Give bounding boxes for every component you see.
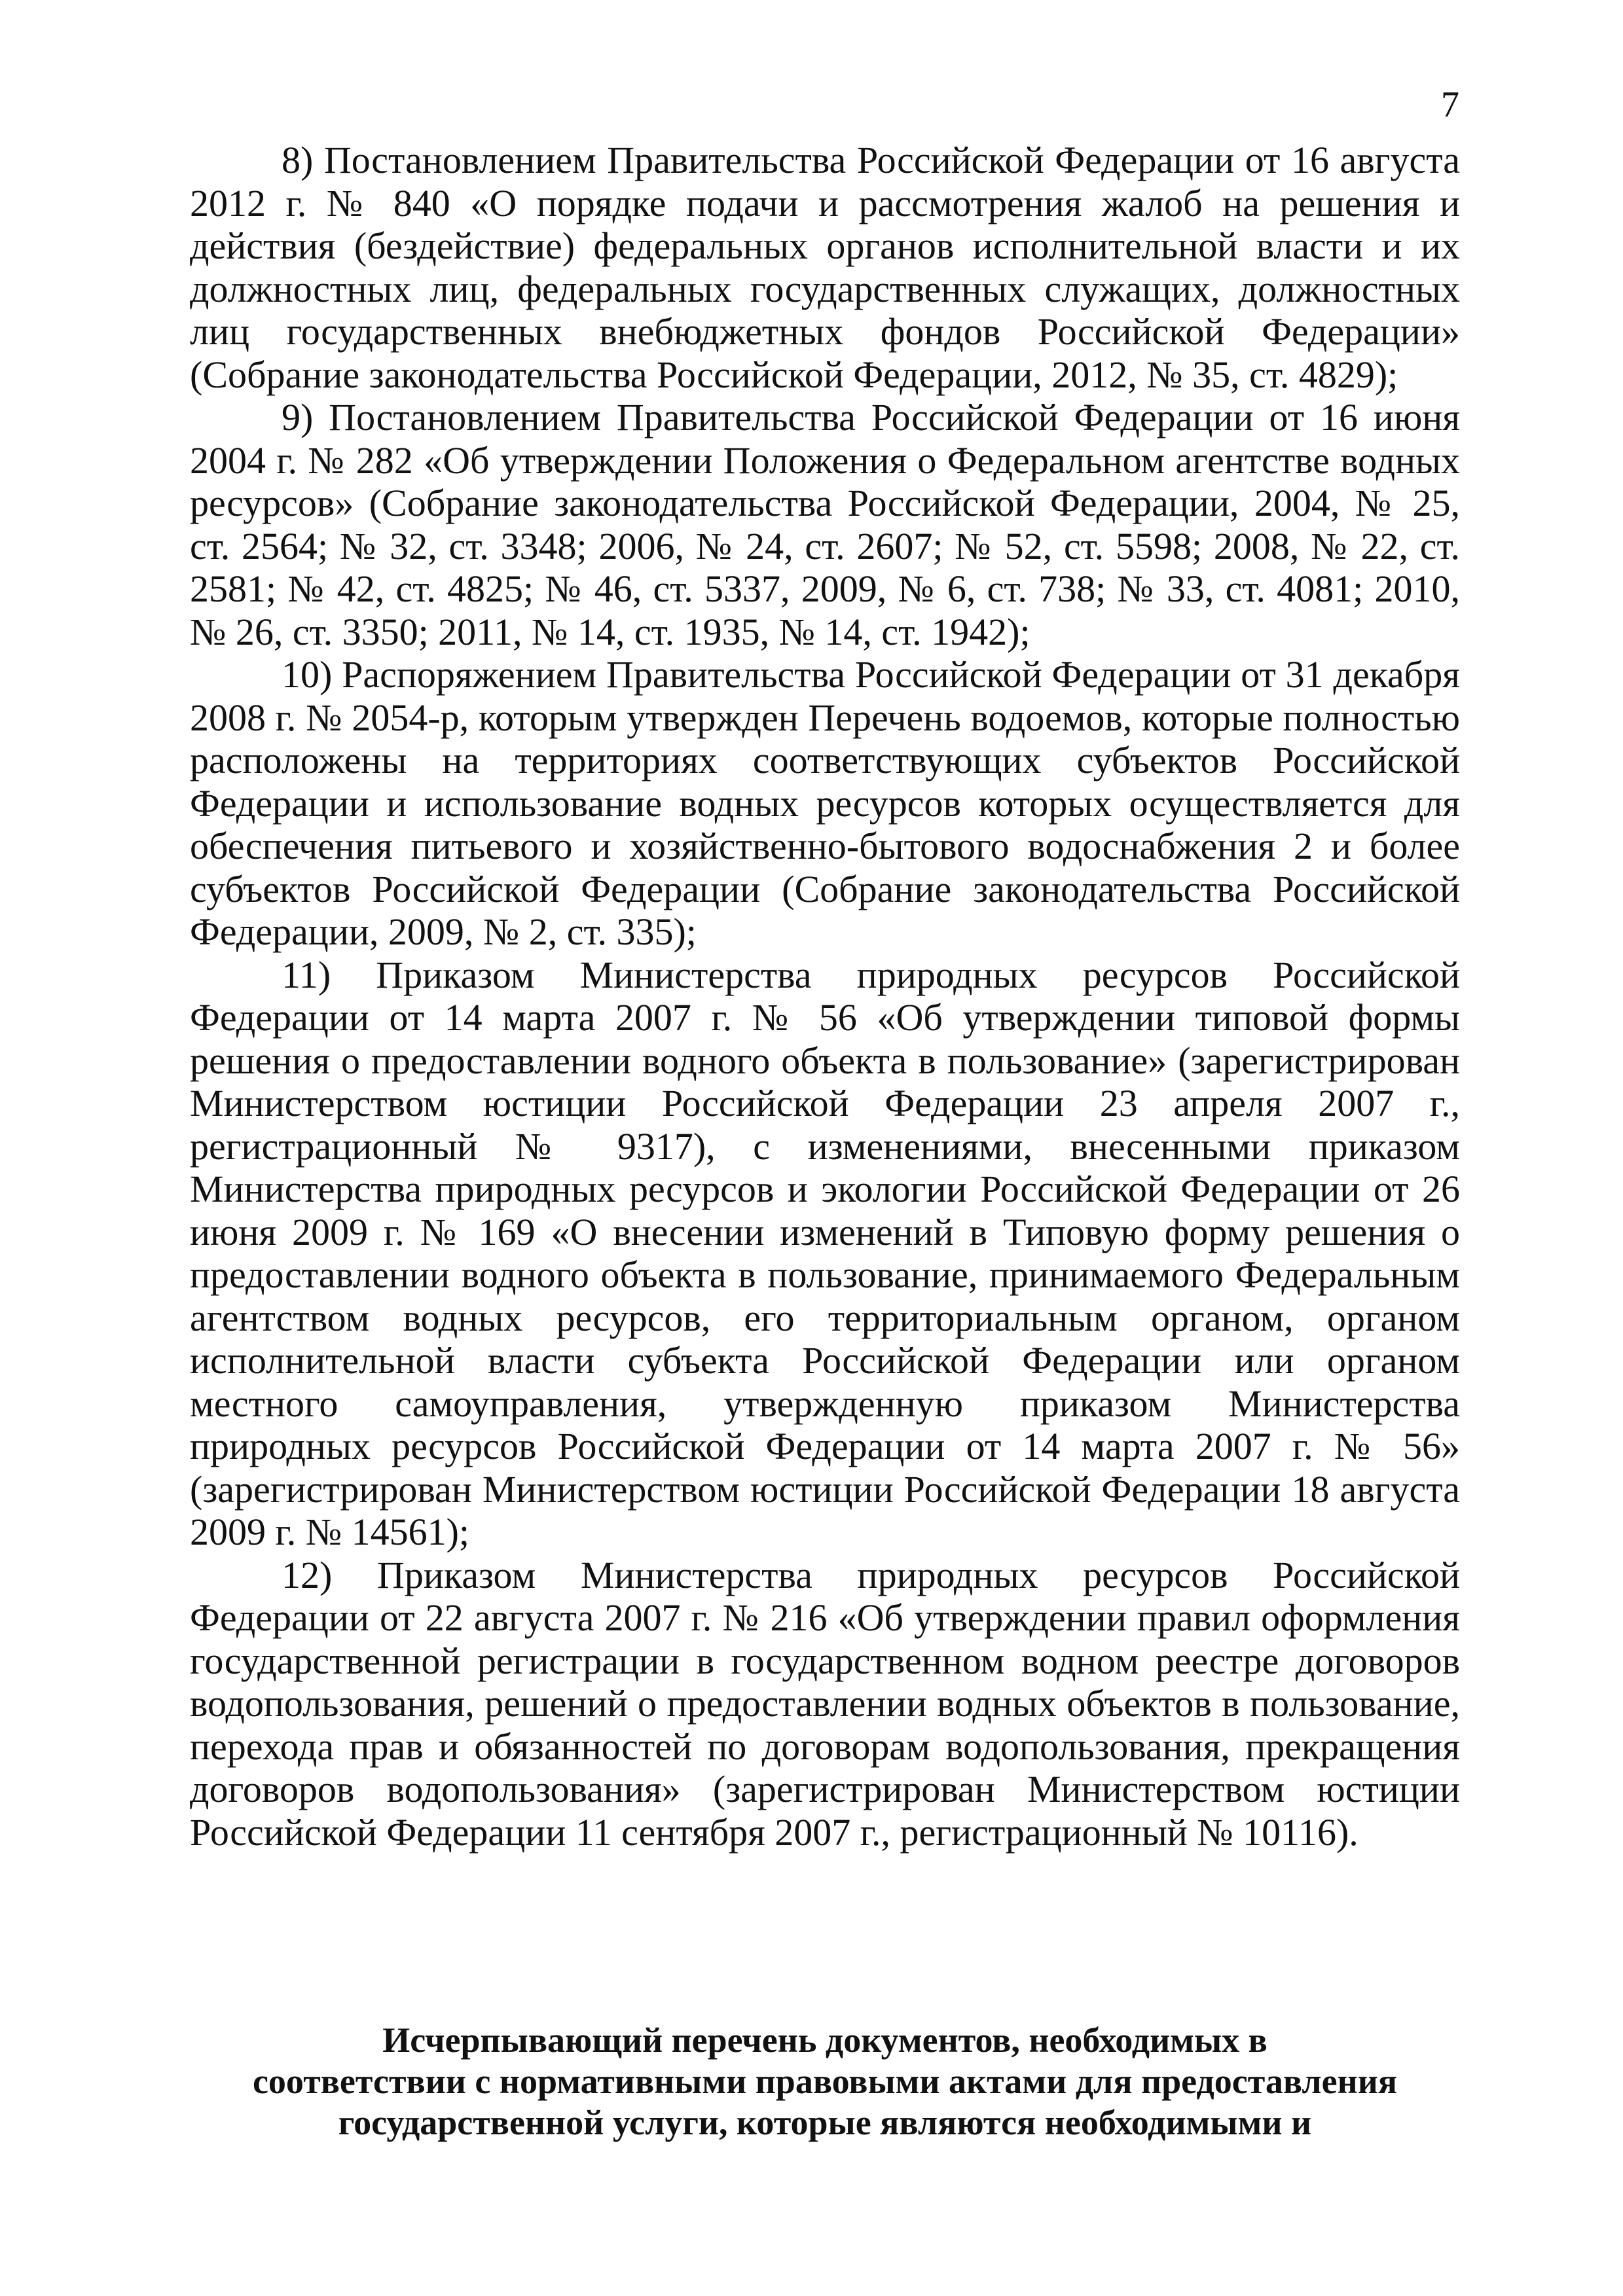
list-item: 11) Приказом Министерства природных ресурсов Российской Федерации от 14 марта 2007 г. № 56 «Об утверждении типовой формы решения о предоставлении водного объекта в пользование» (зарегистрирован Министерством юстиции Российской Федерации 23 апреля 2007 г., регистрационный № 9317), с изменениями, внесенными приказом Министерства природных ресурсов и экологии Российской Федерации от 26 июня 2009 г. № 169 «О внесении изменений в Типовую форму решения о предоставлении водного объекта в пользование, принимаемого Федеральным агентством водных ресурсов, его территориальным органом, органом исполнительной власти субъекта Российской Федерации или органом местного самоуправления, утвержденную приказом Министерства природных ресурсов Российской Федерации от 14 марта 2007 г. № 56» (зарегистрирован Министерством юстиции Российской Федерации 18 августа 2009 г. № 14561); [190, 953, 1460, 1553]
heading-line: соответствии с нормативными правовыми актами для предоставления [252, 2062, 1398, 2101]
list-item: 9) Постановлением Правительства Российской Федерации от 16 июня 2004 г. № 282 «Об утверждении Положения о Федеральном агентстве водных ресурсов» (Собрание законодательства Российской Федерации, 2004, № 25, ст. 2564; № 32, ст. 3348; 2006, № 24, ст. 2607; № 52, ст. 5598; 2008, № 22, ст. 2581; № 42, ст. 4825; № 46, ст. 5337, 2009, № 6, ст. 738; № 33, ст. 4081; 2010, № 26, ст. 3350; 2011, № 14, ст. 1935, № 14, ст. 1942); [190, 396, 1460, 653]
page-number: 7 [1441, 84, 1459, 125]
section-heading [190, 2020, 1460, 2144]
list-item: 8) Постановлением Правительства Российской Федерации от 16 августа 2012 г. № 840 «О порядке подачи и рассмотрения жалоб на решения и действия (бездействие) федеральных органов исполнительной власти и их должностных лиц, федеральных государственных служащих, должностных лиц государственных внебюджетных фондов Российской Федерации» (Собрание законодательства Российской Федерации, 2012, № 35, ст. 4829); [190, 139, 1460, 396]
heading-line: Исчерпывающий перечень документов, необходимых в [382, 2020, 1267, 2060]
heading-line: государственной услуги, которые являются необходимыми и [338, 2103, 1312, 2142]
legal-acts-list [190, 139, 1460, 1854]
list-item: 12) Приказом Министерства природных ресурсов Российской Федерации от 22 августа 2007 г. № 216 «Об утверждении правил оформления государственной регистрации в государственном водном реестре договоров водопользования, решений о предоставлении водных объектов в пользование, перехода прав и обязанностей по договорам водопользования, прекращения договоров водопользования» (зарегистрирован Министерством юстиции Российской Федерации 11 сентября 2007 г., регистрационный № 10116). [190, 1553, 1460, 1854]
list-item: 10) Распоряжением Правительства Российской Федерации от 31 декабря 2008 г. № 2054-р, которым утвержден Перечень водоемов, которые полностью расположены на территориях соответствующих субъектов Российской Федерации и использование водных ресурсов которых осуществляется для обеспечения питьевого и хозяйственно-бытового водоснабжения 2 и более субъектов Российской Федерации (Собрание законодательства Российской Федерации, 2009, № 2, ст. 335); [190, 653, 1460, 953]
